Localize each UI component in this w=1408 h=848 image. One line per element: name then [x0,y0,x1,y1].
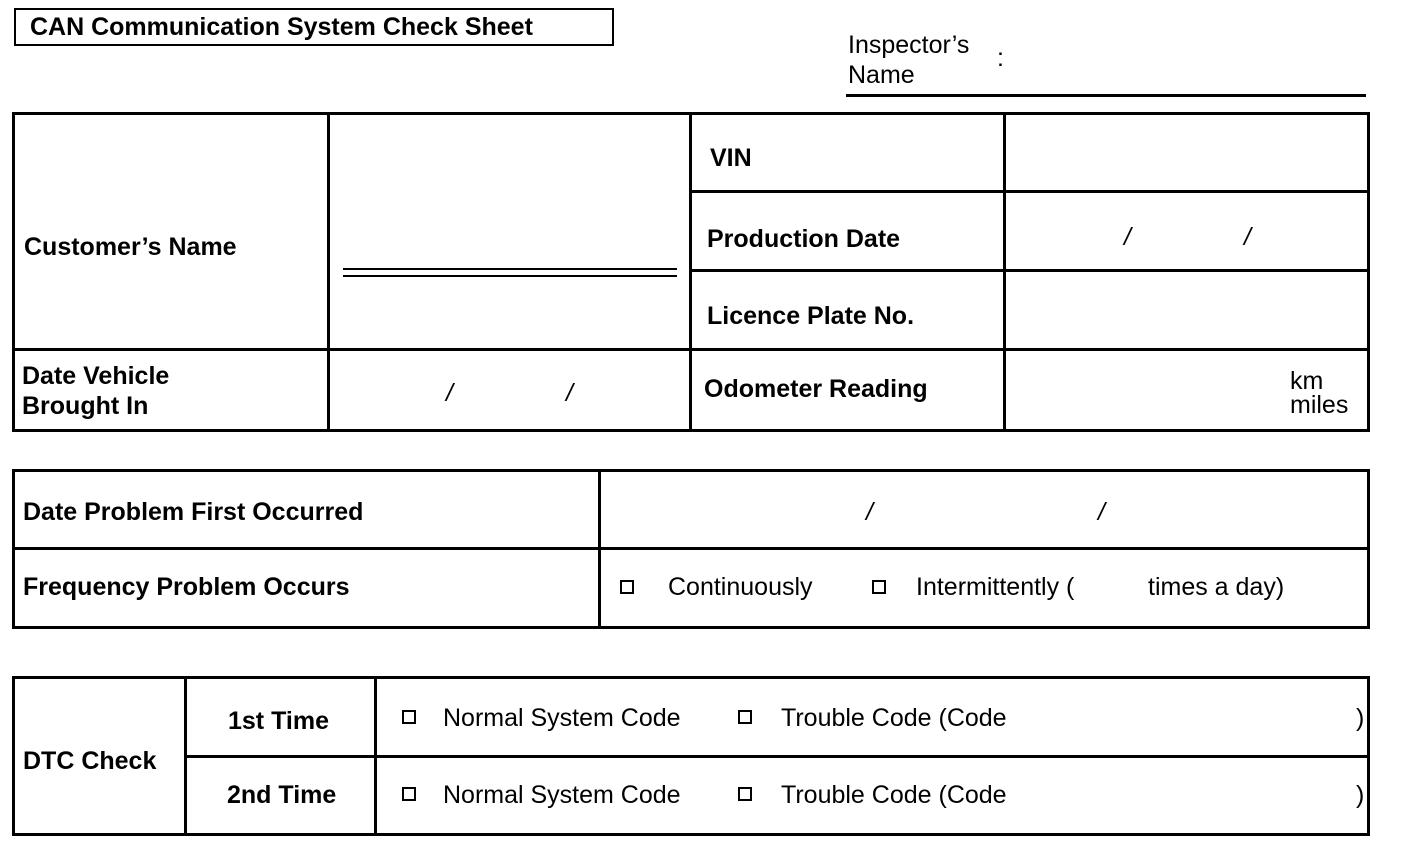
inspector-name-colon: : [997,44,1004,72]
customer-name-field-line-lower [343,275,677,277]
customer-name-label: Customer’s Name [24,233,237,261]
dtc-second-time-label: 2nd Time [227,781,337,809]
times-a-day-label: times a day) [1148,573,1285,601]
dtc-first-time-label: 1st Time [228,707,329,735]
dtc-second-normal-label: Normal System Code [443,781,681,809]
vin-label: VIN [710,144,752,172]
divider [689,190,1370,193]
divider [327,112,330,432]
continuously-checkbox[interactable] [620,580,634,594]
intermittently-label: Intermittently ( [916,573,1075,601]
dtc-second-trouble-label: Trouble Code (Code [781,781,1007,809]
date-brought-in-label: Date Vehicle Brought In [22,362,170,420]
divider [689,112,692,432]
date-brought-in-separator: / [566,379,573,407]
inspector-name-field[interactable] [846,94,1366,97]
dtc-first-trouble-checkbox[interactable] [738,710,752,724]
dtc-check-label: DTC Check [23,747,157,775]
production-date-separator: / [1124,223,1131,251]
vin-field[interactable] [1006,115,1367,190]
sheet-title: CAN Communication System Check Sheet [14,8,614,46]
inspector-name-label: Inspector’s Name [848,31,970,89]
production-date-separator: / [1244,223,1251,251]
dtc-second-normal-checkbox[interactable] [402,787,416,801]
frequency-label: Frequency Problem Occurs [23,573,350,601]
first-occurred-label: Date Problem First Occurred [23,498,364,526]
divider [12,547,1370,550]
first-occurred-separator: / [1098,498,1105,526]
first-occurred-separator: / [866,498,873,526]
customer-name-field-line[interactable] [343,268,677,270]
dtc-first-normal-checkbox[interactable] [402,710,416,724]
odometer-unit-miles: miles [1290,391,1349,419]
dtc-second-close-paren: ) [1356,781,1365,809]
date-brought-in-separator: / [446,379,453,407]
dtc-second-trouble-checkbox[interactable] [738,787,752,801]
odometer-label: Odometer Reading [704,375,928,403]
intermittently-checkbox[interactable] [872,580,886,594]
odometer-unit-km: km [1290,367,1324,395]
licence-plate-field[interactable] [1006,272,1367,348]
divider [12,348,1370,351]
dtc-first-close-paren: ) [1356,704,1365,732]
continuously-label: Continuously [668,573,813,601]
dtc-first-normal-label: Normal System Code [443,704,681,732]
licence-plate-label: Licence Plate No. [707,302,915,330]
production-date-label: Production Date [707,225,901,253]
divider [184,755,1370,758]
dtc-first-trouble-label: Trouble Code (Code [781,704,1007,732]
